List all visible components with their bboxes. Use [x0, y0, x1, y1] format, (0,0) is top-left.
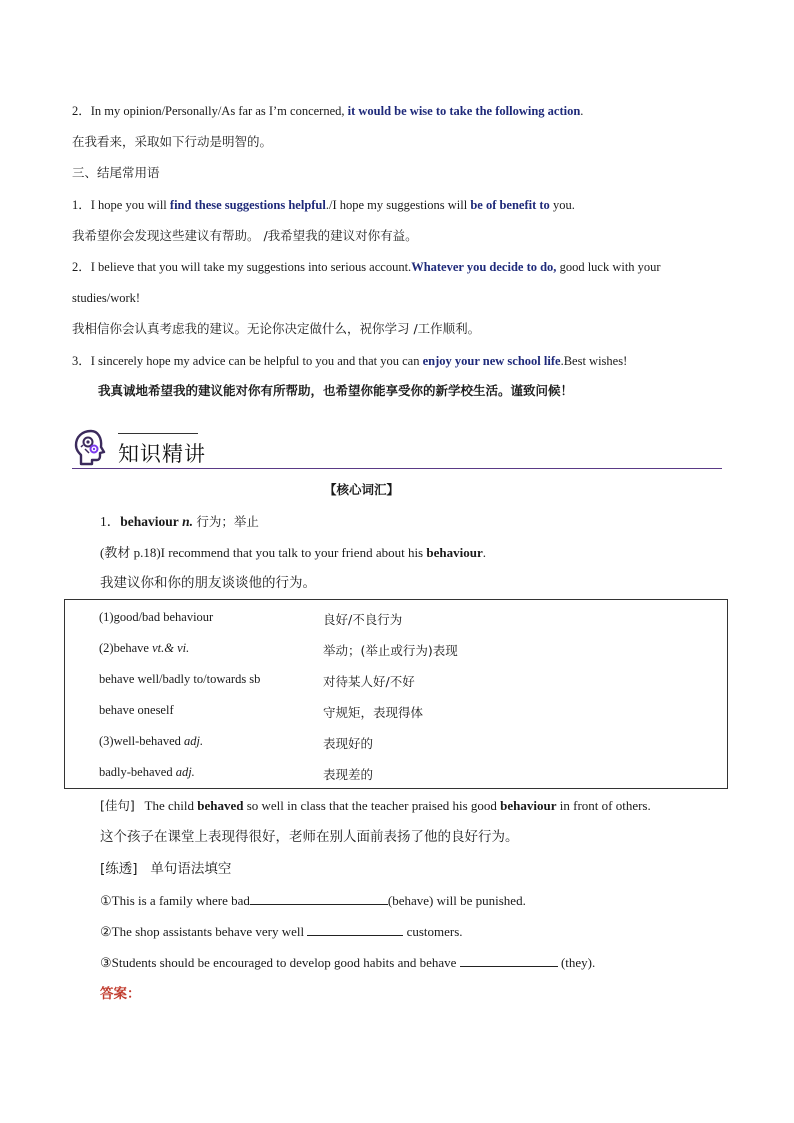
- vocab-en-pos: adj.: [175, 765, 195, 779]
- vocab-zh: 表现差的: [323, 767, 374, 782]
- good-sentence-text: The child: [144, 798, 198, 813]
- question-3-suffix: (they).: [557, 955, 596, 970]
- ending-2-bold: Whatever you decide to do,: [411, 260, 557, 274]
- vocab-row: [65, 641, 727, 661]
- vocab-en-text: (3)well-behaved: [99, 734, 185, 748]
- vocab-row: [65, 703, 727, 723]
- question-3: [100, 954, 595, 971]
- good-sentence-bold-1: behaved: [197, 798, 244, 813]
- vocab-table: [64, 599, 728, 789]
- item-number: 1．: [100, 514, 121, 529]
- good-sentence-text-3: in front of others.: [556, 798, 651, 813]
- vocab-en: [99, 610, 213, 625]
- item-meaning: 行为；举止: [196, 514, 259, 529]
- vocab-en-text: behave oneself: [99, 703, 174, 717]
- question-2: [100, 923, 463, 940]
- brain-gears-icon: [72, 428, 110, 468]
- ending-1: [72, 197, 575, 213]
- vocab-en-text: badly-behaved: [99, 765, 176, 779]
- ending-2-line-2: studies/work!: [72, 291, 141, 305]
- practice-heading: [100, 861, 231, 877]
- ending-1-bold-1: find these suggestions helpful: [169, 198, 326, 212]
- vocab-zh: 对待某人好/不好: [323, 674, 415, 689]
- header-top-rule: [118, 433, 198, 434]
- question-1-text: ①This is a family where bad: [100, 893, 250, 908]
- vocab-en-pos: vt.& vi.: [152, 641, 190, 655]
- section-title: 知识精讲: [118, 442, 206, 466]
- ending-3-translation: 我真诚地希望我的建议能对你有所帮助，也希望你能享受你的新学校生活。谨致问候！: [98, 383, 574, 398]
- ending-1-text: 1．I hope you will: [72, 198, 170, 212]
- example-suffix: .: [482, 545, 486, 560]
- example-bold: behaviour: [426, 545, 483, 560]
- ending-1-bold-2: be of benefit to: [470, 198, 550, 212]
- question-3-text: ③Students should be encouraged to develop good habits and behave: [100, 955, 460, 970]
- ending-1-suffix: you.: [549, 198, 575, 212]
- vocab-zh: 良好/不良行为: [323, 612, 403, 627]
- core-vocab-heading: 【核心词汇】: [324, 482, 400, 497]
- answer-blank[interactable]: [460, 954, 558, 967]
- vocab-row: [65, 734, 727, 754]
- header-underline: [72, 468, 722, 469]
- textbook-example: [100, 545, 486, 561]
- vocab-row: [65, 672, 727, 692]
- ending-3-bold: enjoy your new school life: [422, 354, 561, 368]
- ending-2-text: 2．I believe that you will take my suggestions into serious account.: [72, 260, 412, 274]
- section-header: [70, 424, 722, 472]
- ending-2-suffix: good luck with your: [556, 260, 661, 274]
- question-2-text: ②The shop assistants behave very well: [100, 924, 308, 939]
- phrase-2-suffix: .: [580, 104, 584, 118]
- phrase-2-text: 2．In my opinion/Personally/As far as I’m concerned,: [72, 104, 348, 118]
- example-text: (教材 p.18)I recommend that you talk to your friend about his: [100, 545, 427, 560]
- answer-blank[interactable]: [307, 923, 403, 936]
- practice-label: [练透]: [100, 861, 138, 877]
- phrase-2-bold: it would be wise to take the following action: [347, 104, 581, 118]
- question-2-suffix: customers.: [403, 924, 463, 939]
- vocab-en: [99, 641, 189, 656]
- ending-3-text: 3．I sincerely hope my advice can be helpful to you and that you can: [72, 354, 423, 368]
- question-1-suffix: (behave) will be punished.: [387, 893, 526, 908]
- good-sentence-text-2: so well in class that the teacher praised his good: [243, 798, 501, 813]
- vocab-en-pos: adj.: [184, 734, 204, 748]
- phrase-2-translation: 在我看来，采取如下行动是明智的。: [72, 134, 273, 149]
- vocab-en: [99, 672, 260, 687]
- good-sentence-bold-2: behaviour: [500, 798, 557, 813]
- vocab-en: [99, 765, 195, 780]
- vocab-en-text: (1)good/bad behaviour: [99, 610, 214, 624]
- good-sentence-translation: 这个孩子在课堂上表现得很好，老师在别人面前表扬了他的良好行为。: [100, 829, 519, 845]
- ending-1-mid: ./I hope my suggestions will: [325, 198, 471, 212]
- ending-3-suffix: .Best wishes!: [560, 354, 628, 368]
- item-pos: n.: [182, 514, 194, 529]
- ending-2: [72, 259, 661, 275]
- good-sentence-label: [佳句]: [100, 798, 135, 813]
- phrase-2: [72, 103, 583, 119]
- vocab-en-text: (2)behave: [99, 641, 153, 655]
- vocab-zh: 表现好的: [323, 736, 374, 751]
- item-word: behaviour: [120, 514, 179, 529]
- vocab-row: [65, 765, 727, 785]
- section-3-title: 三、结尾常用语: [72, 165, 160, 180]
- ending-1-translation: 我希望你会发现这些建议有帮助。 /我希望我的建议对你有益。: [72, 228, 418, 243]
- good-sentence: [100, 798, 651, 814]
- vocab-en-text: behave well/badly to/towards sb: [99, 672, 261, 686]
- ending-2-translation: 我相信你会认真考虑我的建议。无论你决定做什么，祝你学习 /工作顺利。: [72, 321, 481, 336]
- vocab-zh: 守规矩，表现得体: [323, 705, 424, 720]
- practice-title: 单句语法填空: [150, 861, 232, 877]
- vocab-zh: 举动；(举止或行为)表现: [323, 643, 458, 658]
- answer-blank[interactable]: [250, 892, 388, 905]
- vocab-item-1: [100, 514, 259, 530]
- example-translation: 我建议你和你的朋友谈谈他的行为。: [100, 575, 316, 591]
- vocab-en: [99, 734, 203, 749]
- question-1: [100, 892, 526, 909]
- answer-label: 答案：: [100, 986, 141, 1002]
- vocab-row: [65, 610, 727, 630]
- ending-3: [72, 353, 627, 369]
- vocab-en: [99, 703, 174, 718]
